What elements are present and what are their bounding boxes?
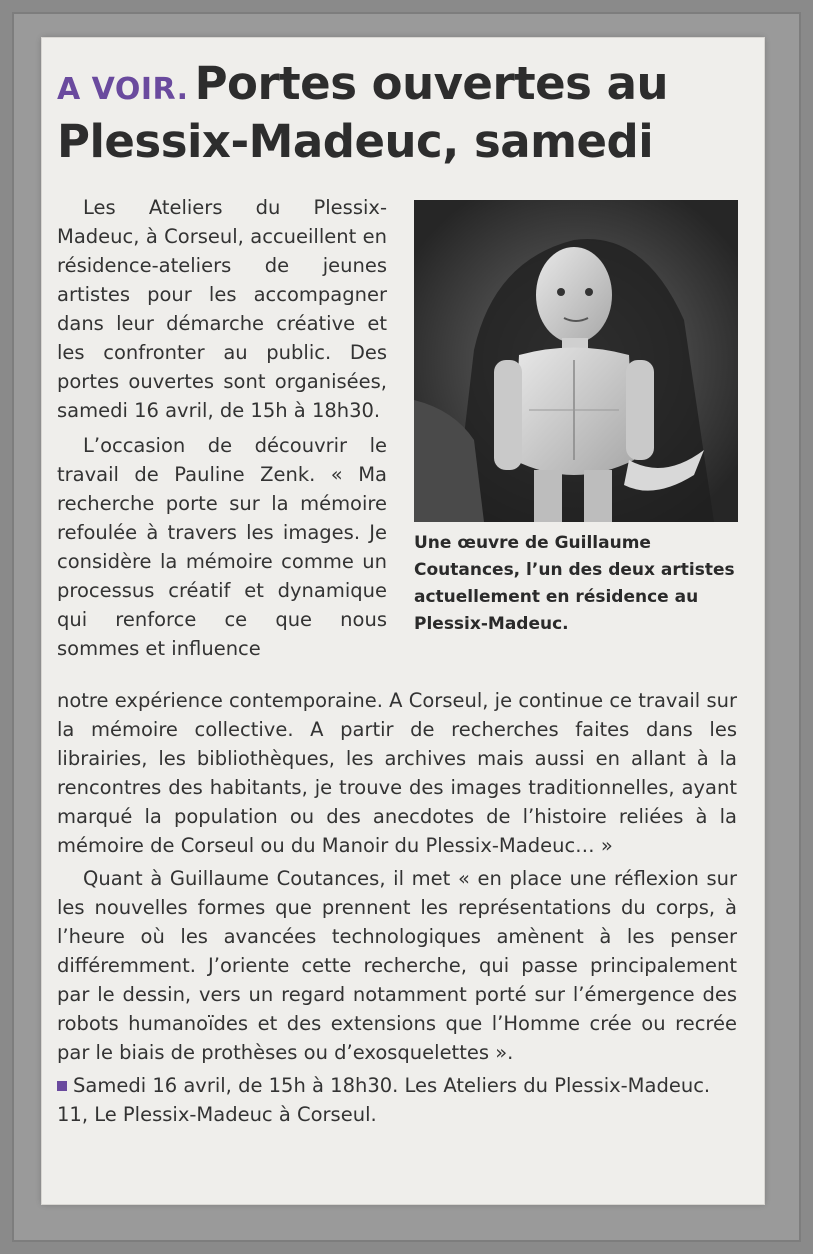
event-info-text: Samedi 16 avril, de 15h à 18h30. Les Ateliers du Plessix-Madeuc. 11, Le Plessix-Madeuc à Corseul. <box>57 1074 711 1126</box>
article-full-width <box>57 686 737 1129</box>
headline <box>57 58 757 168</box>
bullet-square-icon <box>57 1081 67 1091</box>
headline-kicker: A VOIR. <box>57 72 189 107</box>
artwork-photo <box>414 200 738 522</box>
photo-caption: Une œuvre de Guillaume Coutances, l’un des deux artistes actuellement en résidence au Plessix-Madeuc. <box>414 533 735 634</box>
newspaper-clipping <box>42 38 764 1204</box>
article-paragraph-2-end: notre expérience contemporaine. A Corseul, je continue ce travail sur la mémoire collective. A partir de recherches faites dans les librairies, les bibliothèques, les archives mais aussi en allant à la rencontres des habitants, je trouve des images traditionnelles, ayant marqué la population ou des anecdotes de l’histoire reliées à la mémoire de Corseul ou du Manoir du Plessix-Madeuc… » <box>57 689 737 857</box>
article-paragraph-2-start: L’occasion de découvrir le travail de Pauline Zenk. « Ma recherche porte sur la mémoire refoulée à travers les images. Je considère la mémoire comme un processus créatif et dynamique qui renforce ce que nous sommes et influence <box>57 434 387 660</box>
article-paragraph-3: Quant à Guillaume Coutances, il met « en place une réflexion sur les nouvelles formes que prennent les représentations du corps, à l’heure où les avancées technologiques amènent à les penser différemment. J’oriente cette recherche, qui passe principalement par le dessin, vers un regard notamment porté sur l’émergence des robots humanoïdes et des extensions que l’Homme crée ou recrée par le biais de prothèses ou d’exosquelettes ». <box>57 867 737 1064</box>
article-paragraph-1: Les Ateliers du Plessix-Madeuc, à Corseul, accueillent en résidence-ateliers de jeunes artistes pour les accompagner dans leur démarche créative et les confronter au public. Des portes ouvertes sont organisées, samedi 16 avril, de 15h à 18h30. <box>57 196 387 422</box>
headline-title: Portes ouvertes au Plessix-Madeuc, samedi <box>57 57 669 168</box>
article-left-column <box>57 193 387 663</box>
humanoid-figure-drawing-icon <box>414 200 738 522</box>
event-info <box>57 1071 737 1129</box>
